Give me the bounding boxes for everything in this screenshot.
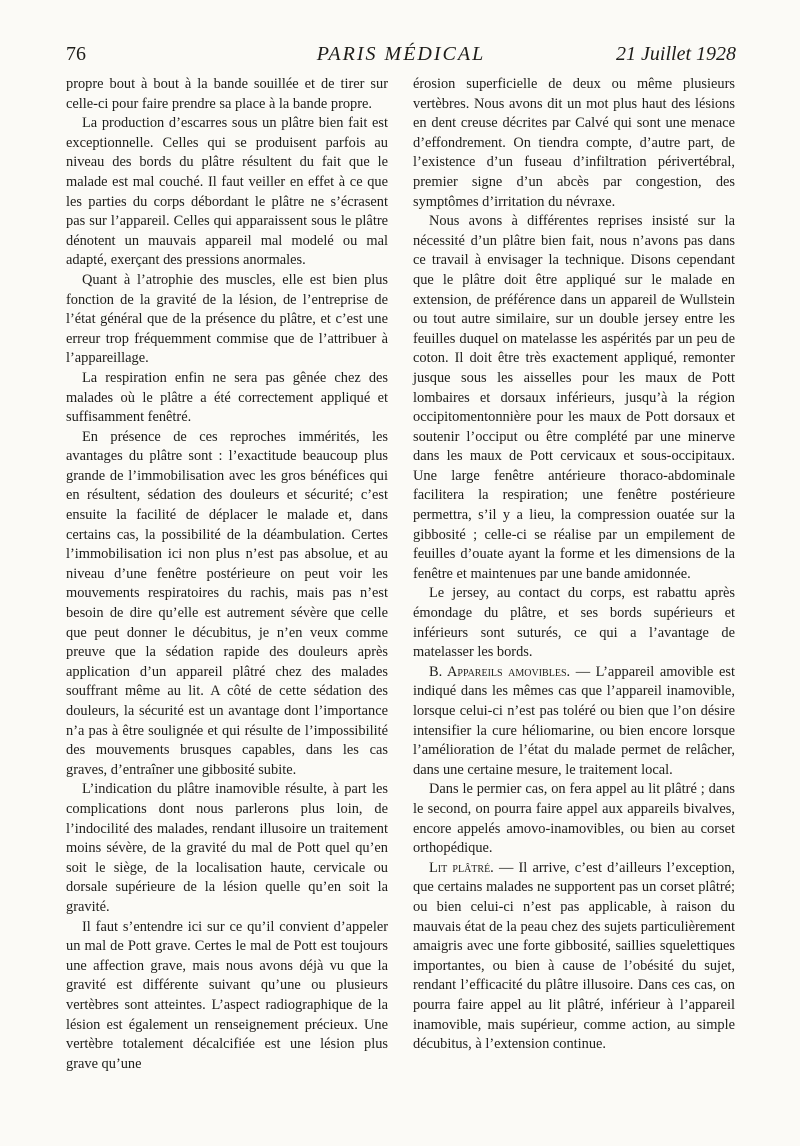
issue-date: 21 Juillet 1928 <box>616 43 736 65</box>
paragraph: L’indication du plâtre inamovible résulte, à part les complications dont nous parlerons plus loin, de l’indocilité des malades, rendant illusoire un traitement moins sévère, de la gravité du mal de Pott quel qu’en soit le siège, de la localisation haute, cervicale ou dorsale supérieure de la lésion quelle qu’en soit la gravité. <box>66 781 388 915</box>
paragraph: Nous avons à différentes reprises insisté sur la nécessité d’un plâtre bien fait, nous n’avons pas dans ce travail à envisager la technique. Disons cependant que le plâtre doit être appliqué sur le malade en extension, de préférence dans un appareil de Wullstein ou tout autre similaire, sur un double jersey entre les feuilles duquel on matelasse les aspérités par un peu de coton. Il doit être très exactement appliqué, remonter jusque sous les aisselles pour les maux de Pott lombaires et dorsaux inférieurs, jusqu’à la région occipitomentonnière pour les maux de Pott dorsaux et soutenir l’occiput ou être complété par une minerve dans les maux de Pott cervicaux et sous-occipitaux. Une large fenêtre antérieure thoraco-abdominale facilitera la respiration; une fenêtre postérieure permettra, s’il y a lieu, la compression ouatée sur la gibbosité ; celle-ci se réalise par un empilement de feuilles d’ouate ayant la forme et les dimensions de la fenêtre et maintenues par une bande amidonnée. <box>413 213 735 582</box>
left-column <box>66 75 388 1074</box>
section-heading: Lit plâtré. <box>429 859 494 876</box>
paragraph: érosion superficielle de deux ou même plusieurs vertèbres. Nous avons dit un mot plus haut des lésions en dent creuse décrites par Calvé qui sont une menace d’effondrement. On tiendra compte, d’autre part, de l’existence d’un fuseau d’infiltration périvertébral, premier signe d’un abcès par congestion, des symptômes d’irritation du névraxe. <box>413 76 735 210</box>
right-column <box>413 75 735 1055</box>
page-number: 76 <box>66 43 86 65</box>
section-heading: B. Appareils amovibles. <box>429 663 571 680</box>
page-header <box>66 40 736 68</box>
paragraph-text: — Il arrive, c’est d’ailleurs l’exception, que certains malades ne supportent pas un corset plâtré; ou bien celui-ci n’est pas applicable, à raison du mauvais état de la peau chez des sujets particulièrement amaigris avec une forte gibbosité, saillies squelettiques importantes, ou bien à cause de l’obésité du sujet, rendant l’efficacité du plâtre illusoire. Dans ces cas, on pourra faire appel au lit plâtré, inférieur à l’appareil inamovible, mais supérieur, comme action, au simple décubitus, à l’extension continue. <box>413 859 735 1053</box>
paragraph: Quant à l’atrophie des muscles, elle est bien plus fonction de la gravité de la lésion, de l’entreprise de l’état général que de la présence du plâtre, et c’est une erreur trop fréquemment commise que de l’attribuer à l’appareillage. <box>66 271 388 367</box>
paragraph: Le jersey, au contact du corps, est rabattu après émondage du plâtre, et ses bords supérieurs et inférieurs sont suturés, ce qui a l’avantage de matelasser les bords. <box>413 585 735 661</box>
paragraph: Dans le permier cas, on fera appel au lit plâtré ; dans le second, on pourra faire appel aux appareils bivalves, encore appelés amovo-inamovibles, ou bien au corset orthopédique. <box>413 781 735 857</box>
paragraph: La respiration enfin ne sera pas gênée chez des malades où le plâtre a été correctement appliqué et suffisamment fenêtré. <box>66 369 388 426</box>
journal-title: PARIS MÉDICAL <box>316 43 486 65</box>
paragraph: La production d’escarres sous un plâtre bien fait est exceptionnelle. Celles qui se produisent parfois au niveau des bords du plâtre résultent du fait que le malade est mal couché. Il faut veiller en effet à ce que les parties du corps débordant le plâtre ne s’écrasent pas sur l’appareil. Celles qui apparaissent sous le plâtre dénotent un mauvais appareil mal modelé ou mal adapté, exerçant des pressions anormales. <box>66 115 388 269</box>
paragraph: propre bout à bout à la bande souillée et de tirer sur celle-ci pour faire prendre sa place à la bande propre. <box>66 76 388 112</box>
paragraph: Il faut s’entendre ici sur ce qu’il convient d’appeler un mal de Pott grave. Certes le mal de Pott est toujours une affection grave, mais nous avons déjà vu que la gravité est différente suivant qu’une ou plusieurs vertèbres sont atteintes. L’aspect radiographique de la lésion est également un renseignement précieux. Une vertèbre totalement décalcifiée est une lésion plus grave qu’une <box>66 918 388 1072</box>
paragraph <box>413 859 735 1055</box>
paragraph <box>413 663 735 781</box>
paragraph-text: — L’appareil amovible est indiqué dans les mêmes cas que l’appareil inamovible, lorsque celui-ci n’est pas toléré ou bien que l’on désire intensifier la cure héliomarine, ou bien encore lorsque l’amélioration de l’état du malade permet de relâcher, dans une certaine mesure, le traitement local. <box>413 663 735 778</box>
paragraph: En présence de ces reproches immérités, les avantages du plâtre sont : l’exactitude beaucoup plus grande de l’immobilisation avec les gros bénéfices qui en résultent, sédation des douleurs et sécurité; c’est ensuite la facilité de déplacer le malade et, dans certains cas, la possibilité de la déambulation. Certes l’immobilisation ici non plus n’est pas absolue, et au niveau d’une fenêtre postérieure on peut voir les mouvements respiratoires du rachis, mais pas n’est besoin de dire qu’elle est autrement sévère que celle que peut donner le décubitus, je n’en veux comme preuve que la sédation rapide des douleurs après application d’un appareil plâtré chez des malades souffrant même au lit. A côté de cette sédation des douleurs, la sécurité est un avantage dont l’importance n’a pas à être soulignée et qui résulte de l’impossibilité des mouvements brusques capables, dans les cas graves, d’entraîner une gibbosité subite. <box>66 428 388 778</box>
